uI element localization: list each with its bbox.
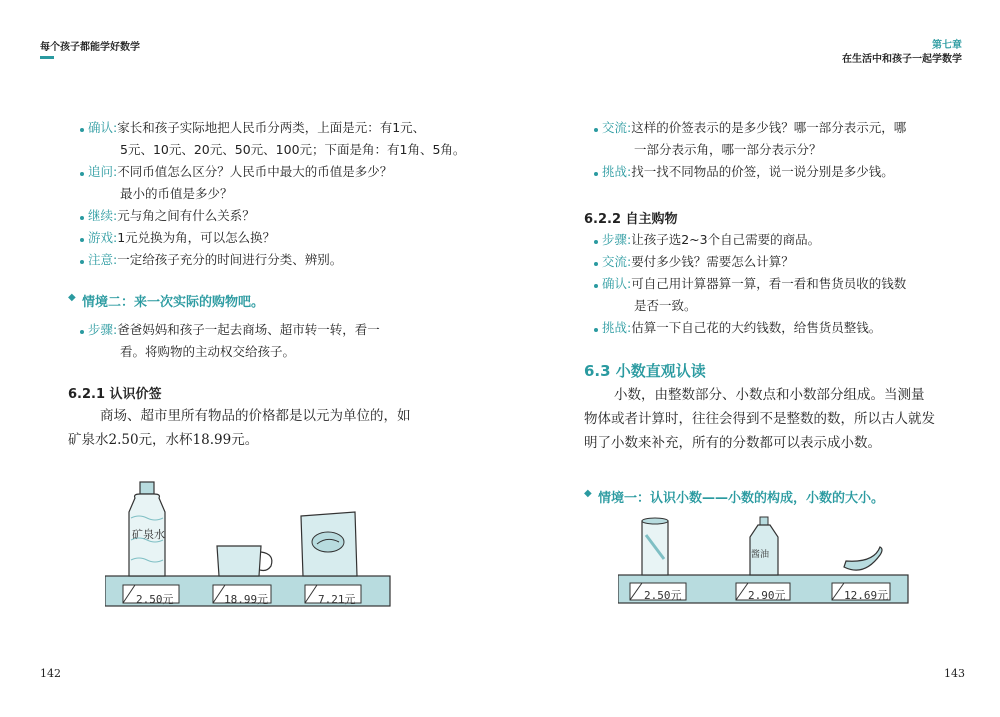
paragraph-line: 矿泉水2.50元，水杯18.99元。 — [68, 432, 259, 448]
drink-can-icon — [642, 518, 668, 575]
section-heading: 6.2.1 认识价签 — [68, 387, 162, 402]
list-item: 步骤:让孩子选2~3个自己需要的商品。 — [602, 232, 821, 247]
list-item: 交流:这样的价签表示的是多少钱？哪一部分表示元，哪 — [602, 120, 907, 135]
list-item-continuation: 一部分表示角，哪一部分表示分？ — [634, 142, 822, 157]
list-item: 继续:元与角之间有什么关系？ — [88, 208, 255, 223]
price-tag: 2.90元 — [748, 589, 786, 602]
price-tag: 7.21元 — [318, 593, 356, 606]
bullet-dot — [80, 238, 84, 242]
list-item: 追问:不同币值怎么区分？人民币中最大的币值是多少？ — [88, 164, 393, 179]
bullet-dot — [594, 262, 598, 266]
list-item: 挑战:找一找不同物品的价签，说一说分别是多少钱。 — [602, 164, 894, 179]
diamond-icon: ◆ — [68, 292, 76, 303]
bullet-dot — [594, 128, 598, 132]
list-item: 注意:一定给孩子充分的时间进行分类、辨别。 — [88, 252, 343, 267]
paragraph-line: 明了小数来补充，所有的分数都可以表示成小数。 — [584, 435, 881, 451]
bullet-dot — [80, 128, 84, 132]
bullet-dot — [80, 172, 84, 176]
snack-bag-icon — [301, 512, 357, 576]
list-item: 确认:家长和孩子实际地把人民币分两类，上面是元：有1元、 — [88, 120, 426, 135]
bullet-dot — [80, 330, 84, 334]
diamond-icon: ◆ — [584, 488, 592, 499]
chapter-label: 第七章 — [932, 40, 962, 51]
bullet-dot — [594, 284, 598, 288]
list-item-continuation: 是否一致。 — [634, 298, 697, 313]
bullet-dot — [594, 172, 598, 176]
header-accent-bar — [40, 56, 54, 59]
scene-title: 情境一：认识小数——小数的构成，小数的大小。 — [598, 491, 885, 506]
list-item-continuation: 看。将购物的主动权交给孩子。 — [120, 344, 296, 359]
list-item: 确认:可自己用计算器算一算，看一看和售货员收的钱数 — [602, 276, 907, 291]
page-number: 142 — [40, 667, 61, 680]
section-heading: 6.3 小数直观认读 — [584, 362, 706, 380]
bottle-label: 酱油 — [751, 550, 770, 560]
paragraph-line: 物体或者计算时，往往会得到不是整数的数，所以古人就发 — [584, 411, 935, 427]
bullet-dot — [80, 260, 84, 264]
running-header-right: 在生活中和孩子一起学数学 — [842, 54, 962, 65]
list-item-continuation: 最小的币值是多少？ — [120, 186, 233, 201]
paragraph-line: 商场、超市里所有物品的价格都是以元为单位的，如 — [100, 408, 411, 424]
bullet-dot — [594, 328, 598, 332]
section-heading: 6.2.2 自主购物 — [584, 212, 678, 227]
cup-icon — [217, 546, 272, 576]
running-header-left: 每个孩子都能学好数学 — [40, 42, 140, 53]
list-item: 交流:要付多少钱？需要怎么计算？ — [602, 254, 794, 269]
paragraph-line: 小数，由整数部分、小数点和小数部分组成。当测量 — [614, 387, 925, 403]
sauce-bottle-icon — [750, 517, 778, 575]
list-item: 挑战:估算一下自己花的大约钱数，给售货员整钱。 — [602, 320, 882, 335]
list-item-continuation: 5元、10元、20元、50元、100元；下面是角：有1角、5角。 — [120, 142, 466, 157]
page-number: 143 — [944, 667, 965, 680]
banana-icon — [844, 547, 882, 570]
list-item: 游戏:1元兑换为角，可以怎么换？ — [88, 230, 276, 245]
bullet-dot — [80, 216, 84, 220]
price-tag: 18.99元 — [224, 593, 269, 606]
bottle-label: 矿泉水 — [132, 528, 165, 541]
price-tag: 12.69元 — [844, 589, 889, 602]
bullet-dot — [594, 240, 598, 244]
price-tag: 2.50元 — [644, 589, 682, 602]
list-item: 步骤:爸爸妈妈和孩子一起去商场、超市转一转，看一 — [88, 322, 380, 337]
scene-title: 情境二：来一次实际的购物吧。 — [82, 295, 265, 310]
price-tag: 2.50元 — [136, 593, 174, 606]
